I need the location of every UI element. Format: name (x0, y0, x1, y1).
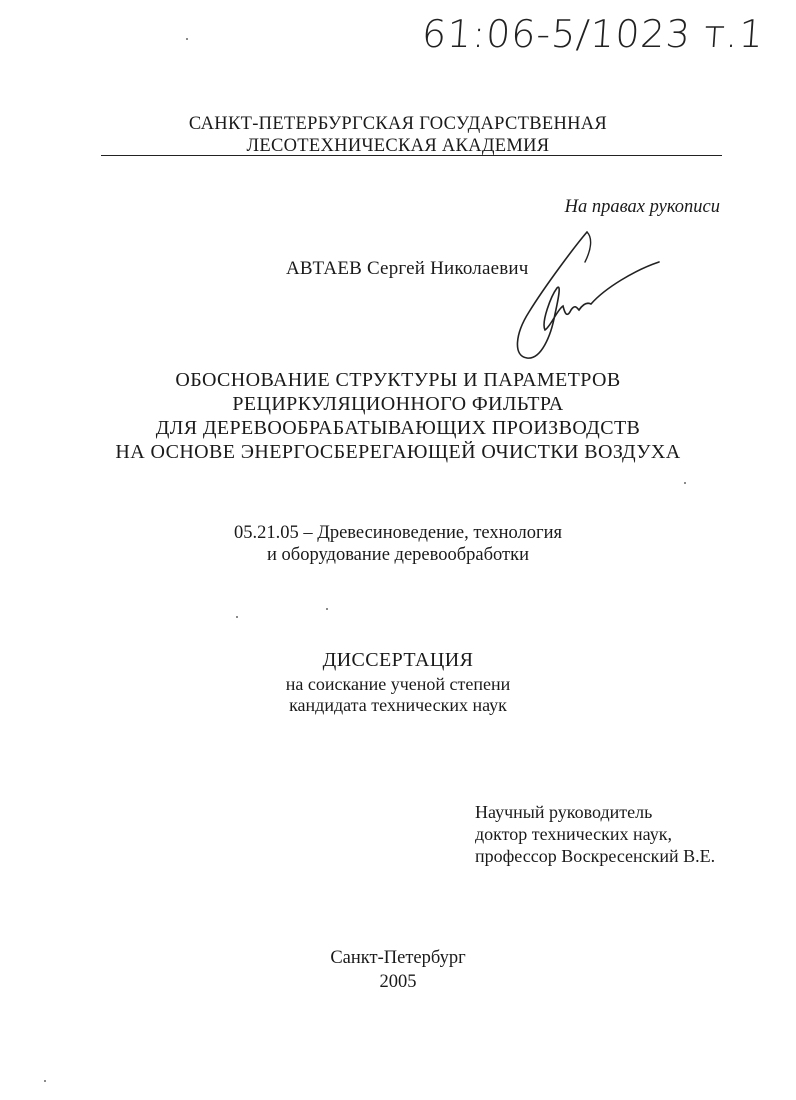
specialty-line-1: 05.21.05 – Древесиноведение, технология (233, 523, 563, 543)
place-and-year (0, 946, 796, 994)
advisor-line-1: Научный руководитель (475, 802, 653, 822)
institution-name (0, 113, 796, 157)
title-line-2: РЕЦИРКУЛЯЦИОННОГО ФИЛЬТРА (232, 393, 564, 415)
header-rule (101, 155, 722, 156)
institution-line-2: ЛЕСОТЕХНИЧЕСКАЯ АКАДЕМИЯ (246, 136, 550, 156)
degree-line-2: кандидата технических наук (289, 695, 507, 715)
degree-line-1: на соискание ученой степени (285, 674, 511, 694)
signature-mark (505, 226, 665, 366)
institution-line-1: САНКТ-ПЕТЕРБУРГСКАЯ ГОСУДАРСТВЕННАЯ (188, 114, 608, 134)
place-name: Санкт-Петербург (330, 948, 466, 968)
title-line-4: НА ОСНОВЕ ЭНЕРГОСБЕРЕГАЮЩЕЙ ОЧИСТКИ ВОЗДУХА (115, 441, 681, 463)
advisor-line-2: доктор технических наук, (475, 824, 672, 844)
scan-speck (44, 1080, 46, 1082)
advisor-line-3: профессор Воскресенский В.Е. (475, 846, 716, 866)
author-name: АВТАЕВ Сергей Николаевич (286, 258, 529, 279)
dissertation-heading: ДИССЕРТАЦИЯ (322, 649, 474, 671)
scan-speck (186, 38, 188, 40)
dissertation-title (0, 368, 796, 464)
scan-speck (236, 616, 238, 618)
specialty-code (0, 522, 796, 566)
year: 2005 (379, 972, 417, 992)
scan-speck (326, 608, 328, 610)
title-line-3: ДЛЯ ДЕРЕВООБРАБАТЫВАЮЩИХ ПРОИЗВОДСТВ (155, 417, 641, 439)
degree-statement (0, 674, 796, 716)
scientific-advisor (475, 801, 715, 867)
specialty-line-2: и оборудование деревообработки (267, 545, 529, 565)
archive-code-handwritten: 61:06-5/1023 т.1 (420, 12, 766, 56)
title-line-1: ОБОСНОВАНИЕ СТРУКТУРЫ И ПАРАМЕТРОВ (175, 369, 621, 391)
rights-note: На правах рукописи (564, 197, 720, 217)
scan-speck (684, 482, 686, 484)
